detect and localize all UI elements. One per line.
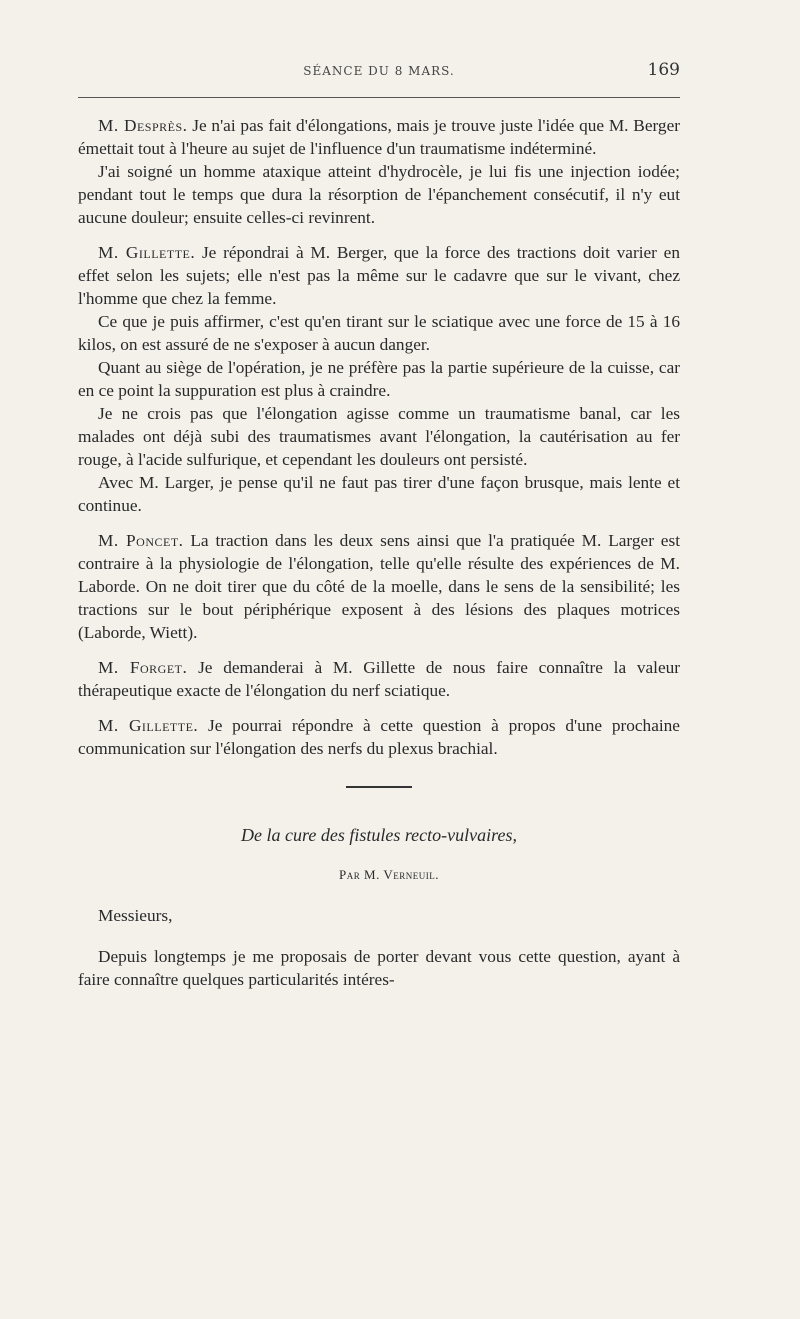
paragraph-forget xyxy=(78,656,680,702)
paragraph-text: La traction dans les deux sens ainsi que l'a pratiquée M. Larger est contraire à la physiologie de l'élongation, telle qu'elle résulte des expériences de M. Laborde. On ne doit tirer que du côté de la moelle, dans le sens de la sensibilité; les tractions sur le bout périphérique exposent à des lésions des plaques motrices (Laborde, Wiett). xyxy=(78,531,681,642)
paragraph-text: Je pourrai répondre à cette question à propos d'une prochaine communication sur l'élongation des nerfs du plexus brachial. xyxy=(78,716,680,758)
paragraph-text: Je demanderai à M. Gillette de nous faire connaître la valeur thérapeutique exacte de l'élongation du nerf sciatique. xyxy=(78,658,681,700)
paragraph-text: J'ai soigné un homme ataxique atteint d'hydrocèle, je lui fis une injection iodée; pendant tout le temps que dura la résorption de l'épanchement consécutif, il n'y eut aucune douleur; ensuite celles-ci revinrent. xyxy=(78,162,680,227)
paragraph-text: Quant au siège de l'opération, je ne préfère pas la partie supérieure de la cuisse, car en ce point la suppuration est plus à craindre. xyxy=(78,358,680,400)
paragraph-gillette-2 xyxy=(78,714,680,760)
paragraph-gillette xyxy=(78,241,680,310)
article-byline: Par M. Verneuil. xyxy=(339,867,439,882)
paragraph xyxy=(78,310,680,356)
paragraph-despres xyxy=(78,114,680,160)
paragraph xyxy=(78,356,680,402)
paragraph xyxy=(78,471,680,517)
speaker-name: M. Gillette. xyxy=(98,716,199,735)
article-title: De la cure des fistules recto-vulvaires, xyxy=(241,825,517,845)
paragraph-text: Je n'ai pas fait d'élongations, mais je trouve juste l'idée que M. Berger émettait tout à l'heure au sujet de l'influence d'un traumatisme indéterminé. xyxy=(78,116,680,158)
speaker-name: M. Poncet. xyxy=(98,531,184,550)
page-header xyxy=(78,60,680,90)
paragraph-poncet xyxy=(78,529,680,644)
running-head: SÉANCE DU 8 MARS. xyxy=(303,64,455,78)
paragraph-text: Je ne crois pas que l'élongation agisse comme un traumatisme banal, car les malades ont déjà subi des traumatismes avant l'élongation, la cautérisation au fer rouge, à l'acide sulfurique, et cependant les douleurs ont persisté. xyxy=(78,404,680,469)
header-rule xyxy=(78,97,680,98)
paragraph xyxy=(78,160,680,229)
book-page xyxy=(78,0,680,1319)
article-opening: Depuis longtemps je me proposais de porter devant vous cette question, ayant à faire connaître quelques particularités intéres- xyxy=(78,947,680,989)
body-text xyxy=(78,114,680,991)
speaker-name: M. Forget. xyxy=(98,658,188,677)
paragraph-text: Ce que je puis affirmer, c'est qu'en tirant sur le sciatique avec une force de 15 à 16 kilos, on est assuré de ne s'exposer à aucun danger. xyxy=(78,312,680,354)
speaker-name: M. Gillette. xyxy=(98,243,196,262)
section-divider xyxy=(346,786,412,788)
paragraph-text: Je répondrai à M. Berger, que la force des tractions doit varier en effet selon les sujets; elle n'est pas la même sur le cadavre que sur le vivant, chez l'homme que chez la femme. xyxy=(78,243,680,308)
page-number: 169 xyxy=(647,60,680,80)
speaker-name: M. Desprès. xyxy=(98,116,188,135)
paragraph-text: Avec M. Larger, je pense qu'il ne faut pas tirer d'une façon brusque, mais lente et continue. xyxy=(78,473,680,515)
salutation: Messieurs, xyxy=(98,906,173,925)
paragraph xyxy=(78,402,680,471)
